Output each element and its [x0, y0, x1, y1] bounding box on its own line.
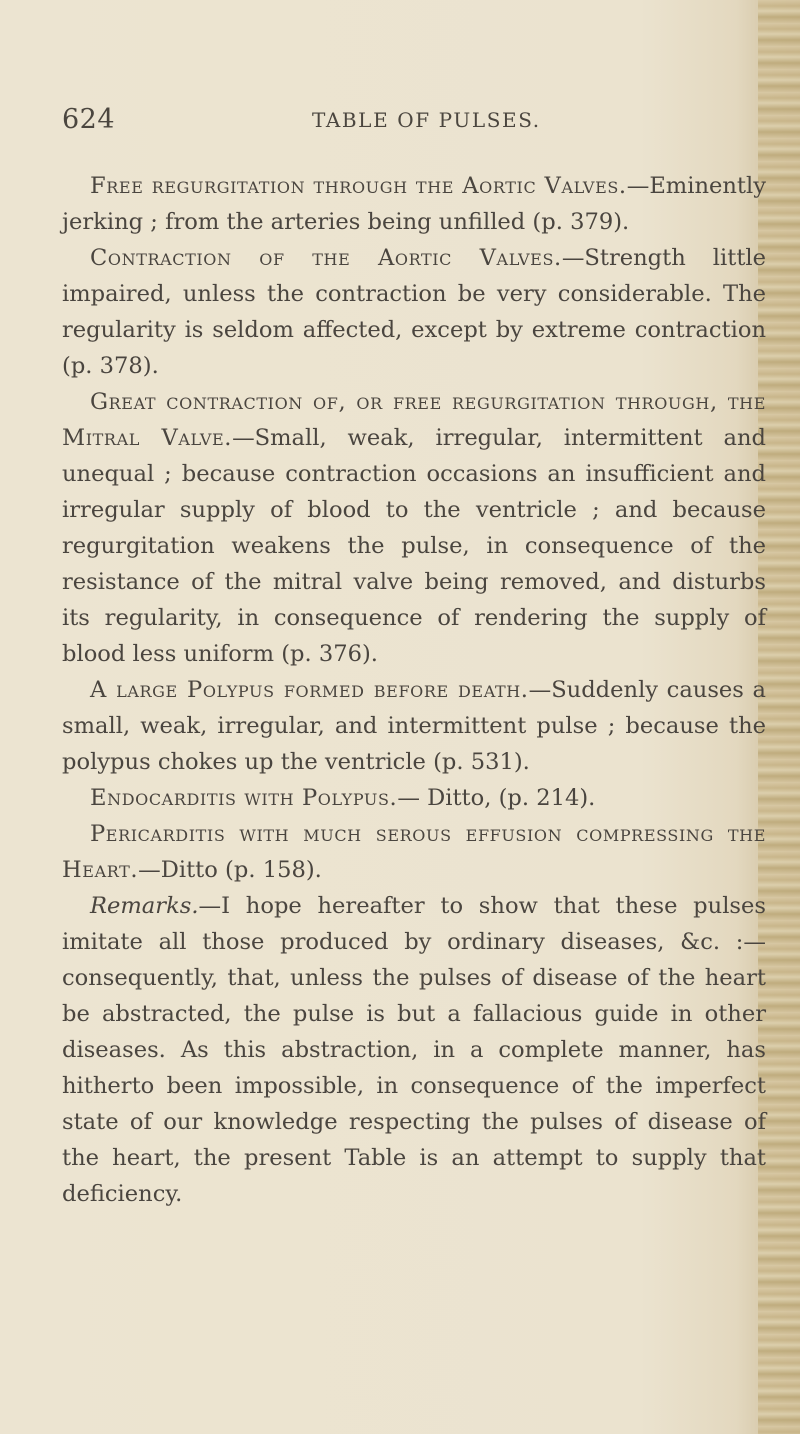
- paragraph-polypus: [62, 672, 766, 780]
- entry-heading: Endocarditis with Polypus.: [90, 785, 398, 811]
- paragraph-aortic-regurgitation: [62, 168, 766, 240]
- paragraph-endocarditis: [62, 780, 766, 816]
- entry-heading: Great contraction of, or free regurgitation through, the Mitral Valve.: [62, 389, 766, 451]
- paragraph-mitral-valve: [62, 384, 766, 672]
- entry-heading: Remarks.: [90, 893, 199, 919]
- entry-text: — Ditto, (p. 214).: [397, 785, 596, 811]
- entry-heading: Contraction of the Aortic Valves.: [90, 245, 562, 271]
- entry-heading: Free regurgitation through the Aortic Valves.: [90, 173, 627, 199]
- paragraph-pericarditis: [62, 816, 766, 888]
- entry-text: —Eminently jerking ; from the arteries being unfilled (p. 379).: [62, 173, 766, 235]
- running-head: [62, 104, 752, 144]
- entry-heading: A large Polypus formed before death.: [90, 677, 529, 703]
- entry-text: —Ditto (p. 158).: [138, 857, 322, 883]
- entry-text: —Suddenly causes a small, weak, irregular, and intermittent pulse ; because the polypus chokes up the ventricle (p. 531).: [62, 677, 766, 775]
- entry-text: —Small, weak, irregular, intermittent and unequal ; because contraction occasions an insufficient and irregular supply of blood to the ventricle ; and because regurgitation weakens the pulse, in consequence of the resistance of the mitral valve being removed, and disturbs its regularity, in consequence of rendering the supply of blood less uniform (p. 376).: [62, 425, 766, 667]
- entry-heading: Pericarditis with much serous effusion compressing the Heart.: [62, 821, 766, 883]
- paragraph-remarks: [62, 888, 766, 1212]
- paragraph-aortic-contraction: [62, 240, 766, 384]
- entry-text: —I hope hereafter to show that these pulses imitate all those produced by ordinary diseases, &c. :—consequently, that, unless the pulses of disease of the heart be abstracted, the pulse is but a fallacious guide in other diseases. As this abstraction, in a complete manner, has hitherto been impossible, in consequence of the imperfect state of our knowledge respecting the pulses of disease of the heart, the present Table is an attempt to supply that deficiency.: [62, 893, 766, 1207]
- entry-text: —Strength little impaired, unless the contraction be very considerable. The regularity is seldom affected, except by extreme contraction (p. 378).: [62, 245, 766, 379]
- page-number: 624: [62, 104, 116, 135]
- body-text: [62, 168, 766, 1212]
- page-title: TABLE OF PULSES.: [312, 108, 541, 132]
